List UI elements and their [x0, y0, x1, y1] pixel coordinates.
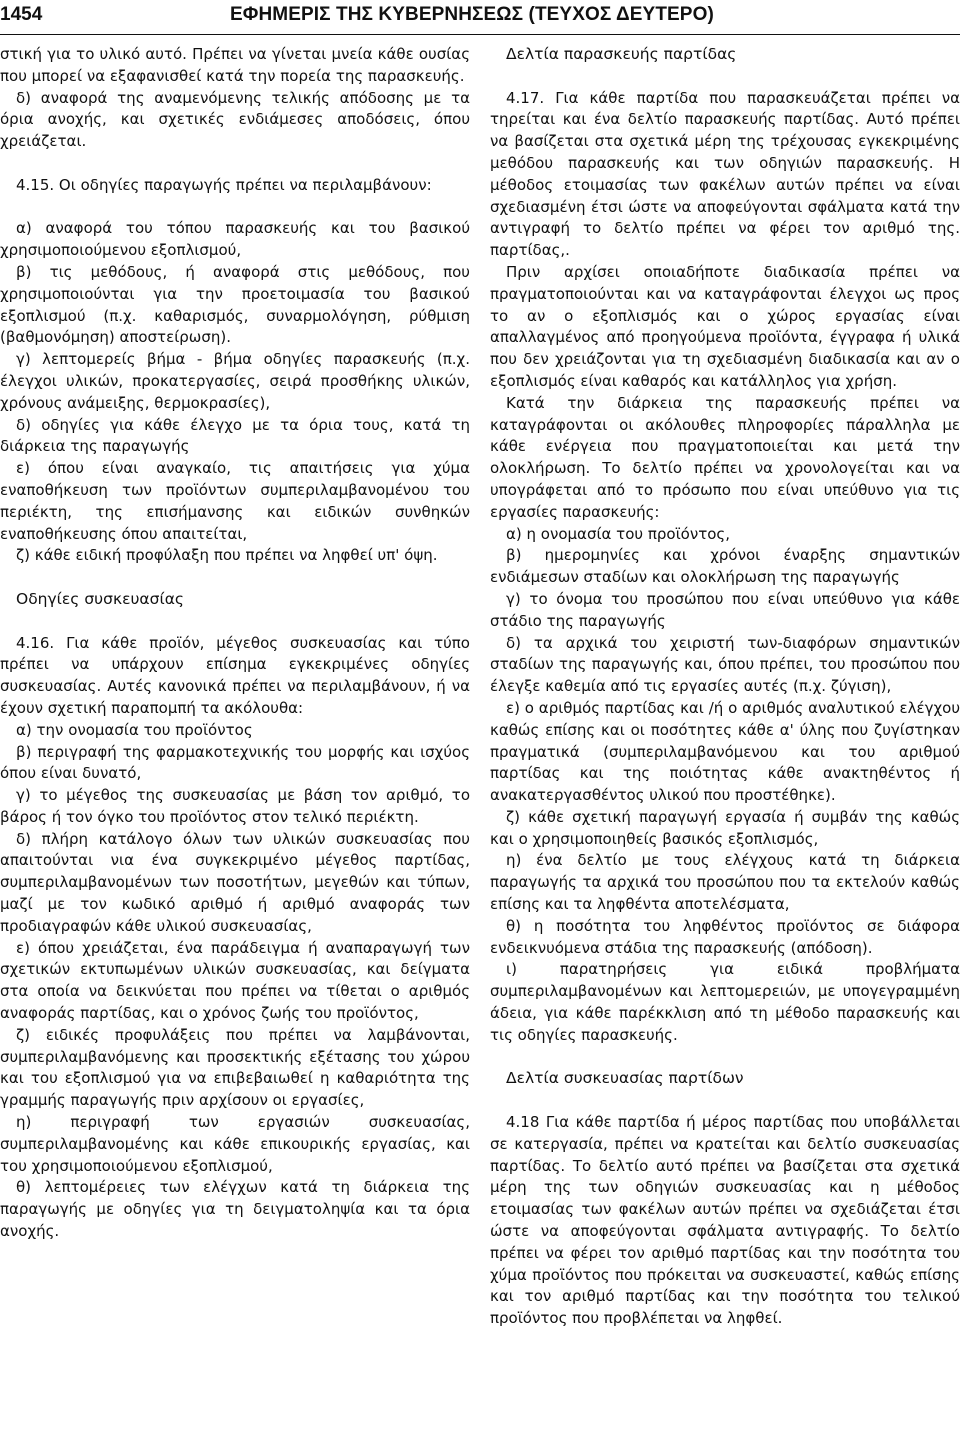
left-column: [0, 44, 470, 1243]
list-item: γ) το μέγεθος της συσκευασίας με βάση τον αριθμό, το βάρος ή τον όγκο του προϊόντος στον τελικό περιέκτη.: [0, 786, 470, 826]
list-item: α) η ονομασία του προϊόντος,: [506, 524, 730, 543]
list-item: α) την ονομασία του προϊόντος: [16, 720, 253, 739]
list-item: ε) όπου χρειάζεται, ένα παράδειγμα ή αναπαραγωγή των σχετικών εκτυπωμένων υλικών συσκευασίας, και δείγματα στα οποία να δεικνύεται που πρέπει να τίθεται ο αριθμός αναφοράς παρτίδας, και ο χρόνος ζωής του προϊόντος,: [0, 938, 470, 1023]
spacer: [490, 1047, 960, 1069]
spacer: [0, 197, 470, 219]
section-heading-packaging-instructions: Οδηγίες συσκευασίας: [16, 589, 185, 608]
list-item: η) περιγραφή των εργασιών συσκευασίας, συμπεριλαμβανομένης και κάθε επικουρικής εργασίας, και του χρησιμοποιούμενου εξοπλισμού,: [0, 1113, 470, 1175]
right-column: [490, 44, 960, 1330]
list-item: ζ) κάθε ειδική προφύλαξη που πρέπει να ληφθεί υπ' όψη.: [16, 546, 438, 565]
list-item: β) τις μεθόδους, ή αναφορά στις μεθόδους, που χρησιμοποιούνται για την προετοιμασία του βασικού εξοπλισμού (π.χ. καθαρισμός, συναρμολόγηση, ρύθμιση (βαθμονόμηση) αποστείρωση).: [0, 262, 470, 347]
paragraph: στική για το υλικό αυτό. Πρέπει να γίνεται μνεία κάθε ουσίας που μπορεί να εξαφανισθεί κατά την πορεία της παρασκευής.: [0, 45, 470, 85]
list-item: θ) λεπτομέρειες των ελέγχων κατά τη διάρκεια της παραγωγής με οδηγίες για τη δειγματοληψία και τα όρια ανοχής.: [0, 1178, 470, 1241]
list-item: α) αναφορά του τόπου παρασκευής και του βασικού χρησιμοποιούμενου εξοπλισμού,: [0, 219, 470, 260]
list-item: δ) πλήρη κατάλογο όλων των υλικών συσκευασίας που απαιτούνται νια ένα συγκεκριμένο μέγεθος παρτίδας, συμπεριλαμβανομένων των ποσοτήτων, μεγεθών και τύπων, μαζί με τον κωδικό αριθμό ή αριθμό αναφοράς των προδιαγραφών κάθε υλικού συσκευασίας,: [0, 829, 470, 935]
list-item: ζ) ειδικές προφυλάξεις που πρέπει να λαμβάνονται, συμπεριλαμβανόμενης και προσεκτικής εξέτασης του χώρου και του εξοπλισμού για να επιβεβαιωθεί η καθαριότητα της γραμμής παραγωγής πριν αρχίσουν οι εργασίες,: [0, 1025, 470, 1110]
list-item: ε) ο αριθμός παρτίδας και /ή ο αριθμός αναλυτικού ελέγχου καθώς επίσης και οι ποσότητες κάθε α' ύλης που ζυγίστηκαν πραγματικά (συμπεριλαμβανόμενου και του αριθμού παρτίδας και της ποιότητας κάθε ανακτηθέντος ή ανακατεργασθέντος υλικού που προστέθηκε).: [490, 698, 960, 805]
section-4-16: 4.16. Για κάθε προϊόν, μέγεθος συσκευασίας και τύπο πρέπει να υπάρχουν επίσημα εγκεκριμένες οδηγίες συσκευασίας. Αυτές κανονικά πρέπει να περιλαμβάνουν, ή να έχουν σχετική παραπομπή τα ακόλουθα:: [0, 633, 470, 717]
section-4-17: 4.17. Για κάθε παρτίδα που παρασκευάζεται πρέπει να τηρείται και ένα δελτίο παρασκευής παρτίδας. Αυτό πρέπει να βασίζεται στα σχετικά μέρη της τρέχουσας εγκεκριμένης μεθόδου παρασκευής και των οδηγιών παρασκευής. Η μέθοδος ετοιμασίας των φακέλων αυτών πρέπει να είναι σχεδιασμένη έτσι ώστε να αποφεύγονται σφάλματα κατά την αντιγραφή το δελτίο πρέπει να φέρει τον αριθμό της. παρτίδας,.: [490, 88, 960, 260]
paragraph: δ) αναφορά της αναμενόμενης τελικής απόδοσης με τα όρια ανοχής, και σχετικές ενδιάμεσες αποδόσεις, όπου χρειάζεται.: [0, 88, 470, 151]
section-heading-packaging-records: Δελτία συσκευασίας παρτίδων: [506, 1069, 744, 1088]
page-number: 1454: [0, 4, 43, 25]
list-item: β) περιγραφή της φαρμακοτεχνικής του μορφής και ισχύος όπου είναι δυνατό,: [0, 742, 470, 783]
section-4-18: 4.18 Για κάθε παρτίδα ή μέρος παρτίδας που υποβάλλεται σε κατεργασία, πρέπει να κρατείται και δελτίο συσκευασίας παρτίδας. Το δελτίο αυτό πρέπει να βασίζεται στα σχετικά μέρη της των οδηγιών συσκευασίας και η μέθοδος ετοιμασίας των φακέλων αυτών πρέπει να σχεδιάζεται έτσι ώστε να αποφεύγονται σφάλματα αντιγραφής. Το δελτίο πρέπει να φέρει τον αριθμό παρτίδας και την ποσότητα του χύμα προϊόντος που πρόκειται να συσκευαστεί, καθώς επίσης και τον αριθμό παρτίδας και την ποσότητα του τελικού προϊόντος που προβλέπεται να ληφθεί.: [490, 1113, 960, 1328]
list-item: γ) λεπτομερείς βήμα - βήμα οδηγίες παρασκευής (π.χ. έλεγχοι υλικών, προκατεργασίες, σειρά προσθήκης υλικών, χρόνους ανάμειξης, θερμοκρασίες),: [0, 350, 470, 412]
list-item: δ) οδηγίες για κάθε έλεγχο με τα όρια τους, κατά τη διάρκεια της παραγωγής: [0, 415, 470, 456]
list-item: ε) όπου είναι αναγκαίο, τις απαιτήσεις για χύμα εναποθήκευση των προϊόντων συμπεριλαμβανομένου του περιέκτη, της επισήμανσης και ειδικών συνθηκών εναποθήκευσης όπου απαιτείται,: [0, 459, 470, 543]
spacer: [0, 153, 470, 175]
list-item: ι) παρατηρήσεις για ειδικά προβλήματα συμπεριλαμβανομένων και λεπτομερειών, με υπογεγραμμένη άδεια, για κάθε παρέκκλιση από τη μέθοδο παρασκευής και τις οδηγίες παρασκευής.: [490, 960, 960, 1044]
spacer: [0, 567, 470, 589]
list-item: δ) τα αρχικά του χειριστή των-διαφόρων σημαντικών σταδίων της παραγωγής και, όπου πρέπει, του προσώπου που έλεγξε καθεμία από τις εργασίες αυτές (π.χ. ζύγιση),: [490, 633, 960, 696]
list-item: γ) το όνομα του προσώπου που είναι υπεύθυνο για κάθε στάδιο της παραγωγής: [490, 589, 960, 630]
spacer: [490, 1090, 960, 1112]
section-4-15: 4.15. Οι οδηγίες παραγωγής πρέπει να περιλαμβάνουν:: [16, 175, 432, 194]
paragraph: Πριν αρχίσει οποιαδήποτε διαδικασία πρέπει να πραγματοποιούνται και να καταγράφονται έλεγχοι ως προς το αν ο εξοπλισμός και ο χώρος εργασίας είναι απαλλαγμένος από προηγούμενα προϊόντα, έγγραφα ή υλικά που δεν χρειάζονται για τη σχεδιασμένη διαδικασία και αν ο εξοπλισμός είναι καθαρός και κατάλληλος για χρήση.: [490, 262, 960, 390]
section-heading-batch-records: Δελτία παρασκευής παρτίδας: [506, 45, 737, 63]
spacer: [490, 66, 960, 88]
spacer: [0, 611, 470, 633]
list-item: θ) η ποσότητα του ληφθέντος προϊόντος σε διάφορα ενδεικνυόμενα στάδια της παρασκευής (απόδοση).: [490, 916, 960, 957]
list-item: η) ένα δελτίο με τους ελέγχους κατά τη διάρκεια παραγωγής τα αρχικά του προσώπου που τα εκτελούν καθώς επίσης και τα ληφθέντα αποτελέσματα,: [490, 851, 960, 914]
paragraph: Κατά την διάρκεια της παρασκευής πρέπει να καταγράφονται οι ακόλουθες πληροφορίες πάραλληλα με κάθε ενέργεια που πραγματοποιείται και μετά την ολοκλήρωση. Το δελτίο πρέπει να χρονολογείται και να υπογράφεται από το πρόσωπο που είναι υπεύθυνο για τις εργασίες παρασκευής:: [490, 393, 960, 521]
list-item: β) ημερομηνίες και χρόνοι έναρξης σημαντικών ενδιάμεσων σταδίων και ολοκλήρωση της παραγωγής: [490, 546, 960, 587]
gazette-title: ΕΦΗΜΕΡΙΣ ΤΗΣ ΚΥΒΕΡΝΗΣΕΩΣ (ΤΕΥΧΟΣ ΔΕΥΤΕΡΟ): [230, 4, 714, 25]
page-header: [0, 0, 960, 35]
list-item: ζ) κάθε σχετική παραγωγή εργασία ή συμβάν της καθώς και ο χρησιμοποιηθείς βασικός εξοπλισμός,: [490, 807, 960, 848]
